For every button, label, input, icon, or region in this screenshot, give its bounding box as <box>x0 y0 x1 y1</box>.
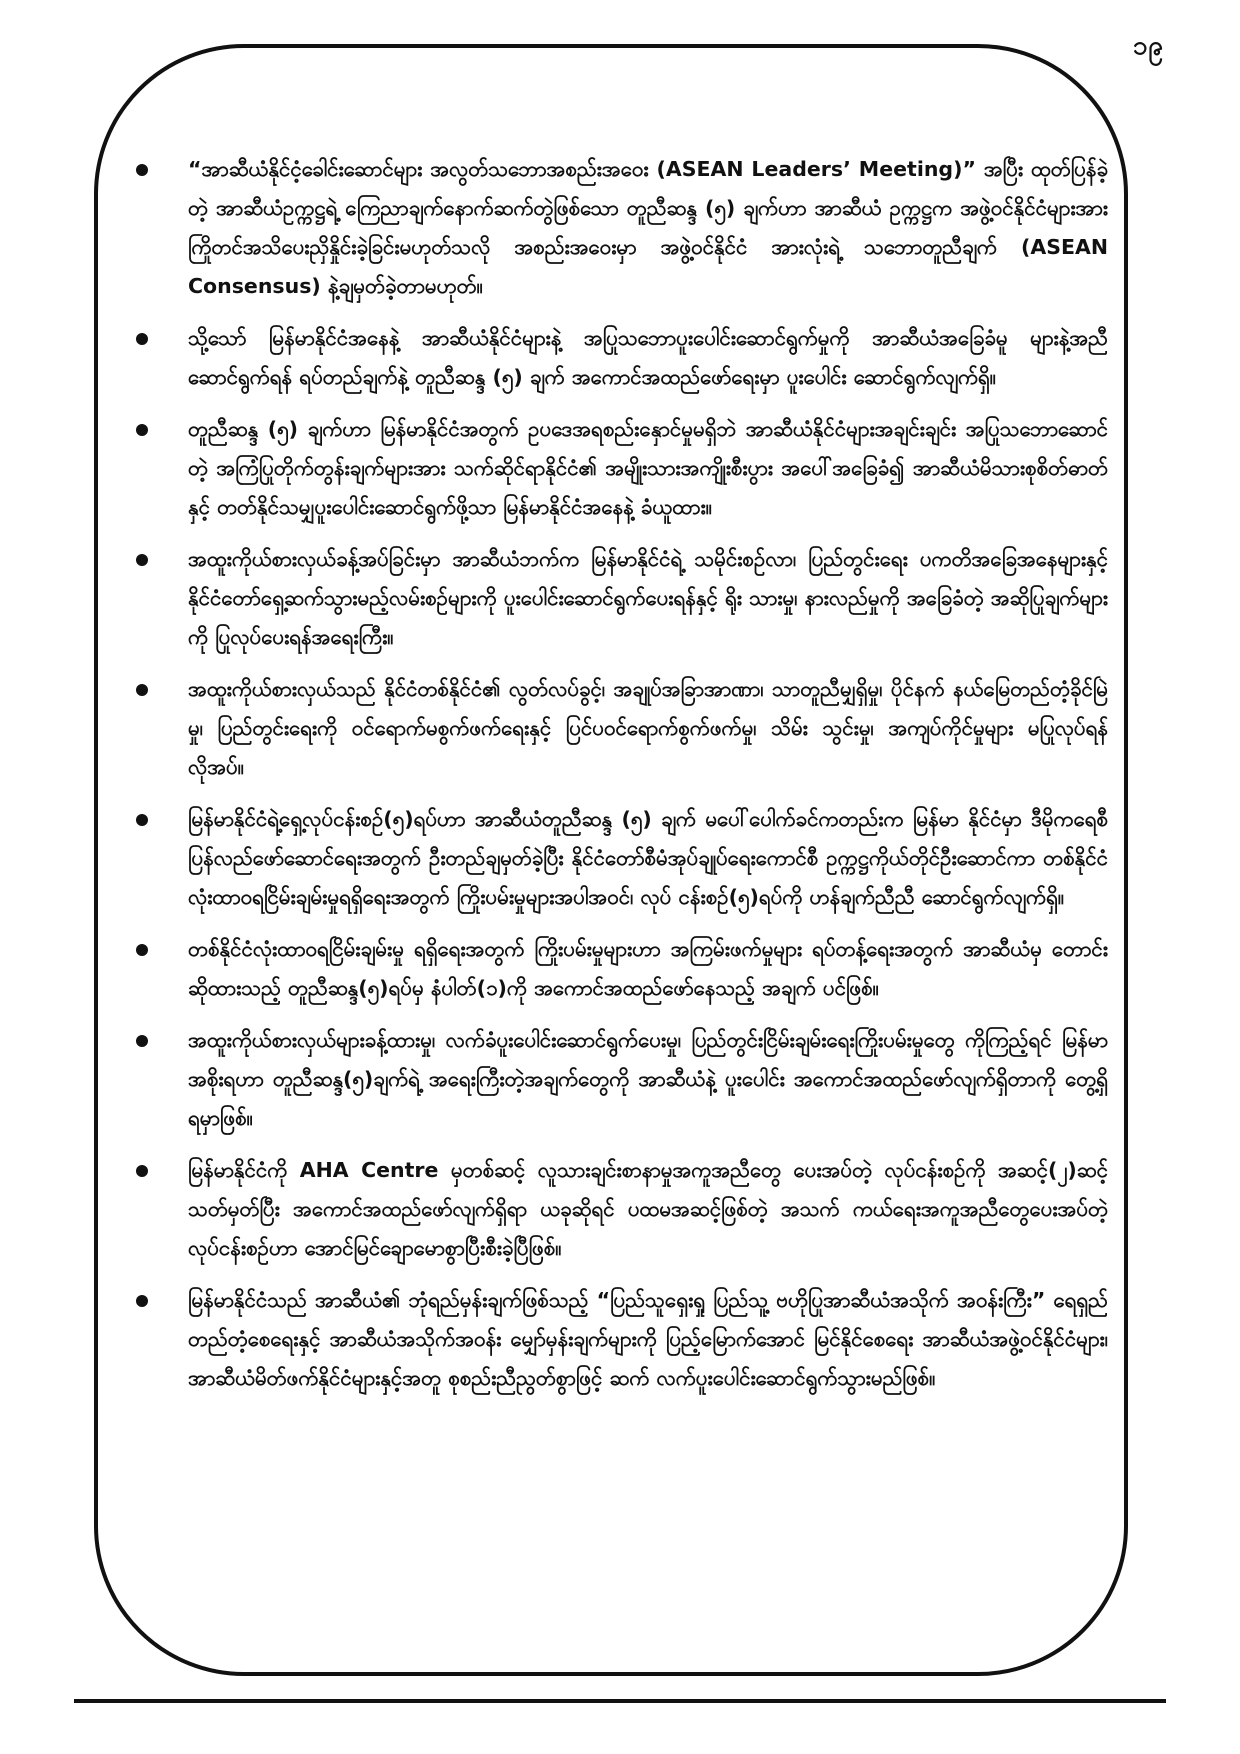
bullet-icon <box>136 684 148 696</box>
bullet-item <box>128 800 1108 917</box>
bullet-text: တစ်နိုင်ငံလုံးထာဝရငြိမ်းချမ်းမှု ရရှိရေးအတွက် ကြိုးပမ်းမှုများဟာ အကြမ်းဖက်မှုများ ရပ်တန့်ရေးအတွက် အာဆီယံမှ တောင်းဆိုထားသည့် တူညီဆန္ဒ(၅)ရပ်မှ နံပါတ်(၁)ကို အကောင်အထည်ဖော်နေသည့် အချက် ပင်ဖြစ်။ <box>188 937 1108 1000</box>
bullet-icon <box>136 333 148 345</box>
bullet-text: သို့သော် မြန်မာနိုင်ငံအနေနဲ့ အာဆီယံနိုင်ငံများနဲ့ အပြုသဘောပူးပေါင်းဆောင်ရွက်မှုကို အာဆီယံအခြေခံမူ များနဲ့အညီ ဆောင်ရွက်ရန် ရပ်တည်ချက်နဲ့ တူညီဆန္ဒ (၅) ချက် အကောင်အထည်ဖော်ရေးမှာ ပူးပေါင်း ဆောင်ရွက်လျက်ရှိ။ <box>188 326 1108 389</box>
bullet-item <box>128 670 1108 787</box>
bullet-text: “အာဆီယံနိုင်ငံ့ခေါင်းဆောင်များ အလွတ်သဘောအစည်းအဝေး (ASEAN Leaders’ Meeting)” အပြီး ထုတ်ပြန်ခဲ့တဲ့ အာဆီယံဥက္ကဋ္ဌရဲ့ ကြေညာချက်နောက်ဆက်တွဲဖြစ်သော တူညီဆန္ဒ (၅) ချက်ဟာ အာဆီယံ ဥက္ကဋ္ဌက အဖွဲ့ဝင်နိုင်ငံများအား ကြိုတင်အသိပေးညှိနှိုင်းခဲ့ခြင်းမဟုတ်သလို အစည်းအဝေးမှာ အဖွဲ့ဝင်နိုင်ငံ အားလုံးရဲ့ သဘောတူညီချက် (ASEAN Consensus) နဲ့ချမှတ်ခဲ့တာမဟုတ်။ <box>188 157 1108 298</box>
bullet-text: တူညီဆန္ဒ (၅) ချက်ဟာ မြန်မာနိုင်ငံအတွက် ဥပဒေအရစည်းနှောင်မှုမရှိဘဲ အာဆီယံနိုင်ငံများအချင်းချင်း အပြုသဘောဆောင်တဲ့ အကြံပြုတိုက်တွန်းချက်များအား သက်ဆိုင်ရာနိုင်ငံ၏ အမျိုးသားအကျိုးစီးပွား အပေါ်အခြေခံ၍ အာဆီယံမိသားစုစိတ်ဓာတ်နှင့် တတ်နိုင်သမျှပူးပေါင်းဆောင်ရွက်ဖို့သာ မြန်မာနိုင်ငံအနေနဲ့ ခံယူထား။ <box>188 417 1108 519</box>
bullet-icon <box>136 944 148 956</box>
bullet-item <box>128 319 1108 397</box>
bullet-text: အထူးကိုယ်စားလှယ်ခန့်အပ်ခြင်းမှာ အာဆီယံဘက်က မြန်မာနိုင်ငံရဲ့ သမိုင်းစဉ်လာ၊ ပြည်တွင်းရေး ပကတိအခြေအနေများနှင့် နိုင်ငံတော်ရှေ့ဆက်သွားမည့်လမ်းစဉ်များကို ပူးပေါင်းဆောင်ရွက်ပေးရန်နှင့် ရိုး သားမှု၊ နားလည်မှုကို အခြေခံတဲ့ အဆိုပြုချက်များကို ပြုလုပ်ပေးရန်အရေးကြီး။ <box>188 547 1108 649</box>
bullet-item <box>128 1281 1108 1398</box>
bullet-icon <box>136 1165 148 1177</box>
bullet-item <box>128 930 1108 1008</box>
bullet-icon <box>136 554 148 566</box>
bullet-item <box>128 410 1108 527</box>
bullet-icon <box>136 164 148 176</box>
bullet-text: မြန်မာနိုင်ငံကို AHA Centre မှတစ်ဆင့် လူသားချင်းစာနာမှုအကူအညီတွေ ပေးအပ်တဲ့ လုပ်ငန်းစဉ်ကို အဆင့်(၂)ဆင့်သတ်မှတ်ပြီး အကောင်အထည်ဖော်လျက်ရှိရာ ယခုဆိုရင် ပထမအဆင့်ဖြစ်တဲ့ အသက် ကယ်ရေးအကူအညီတွေပေးအပ်တဲ့ လုပ်ငန်းစဉ်ဟာ အောင်မြင်ချောမောစွာပြီးစီးခဲ့ပြီဖြစ်။ <box>188 1158 1108 1260</box>
bullet-item <box>128 540 1108 657</box>
bullet-text: မြန်မာနိုင်ငံရဲ့ရှေ့လုပ်ငန်းစဉ်(၅)ရပ်ဟာ အာဆီယံတူညီဆန္ဒ (၅) ချက် မပေါ်ပေါက်ခင်ကတည်းက မြန်မာ နိုင်ငံမှာ ဒီမိုကရေစီပြန်လည်ဖော်ဆောင်ရေးအတွက် ဦးတည်ချမှတ်ခဲ့ပြီး နိုင်ငံတော်စီမံအုပ်ချုပ်ရေးကောင်စီ ဥက္ကဋ္ဌကိုယ်တိုင်ဦးဆောင်ကာ တစ်နိုင်ငံလုံးထာဝရငြိမ်းချမ်းမှုရရှိရေးအတွက် ကြိုးပမ်းမှုများအပါအဝင်၊ လုပ် ငန်းစဉ်(၅)ရပ်ကို ဟန်ချက်ညီညီ ဆောင်ရွက်လျက်ရှိ။ <box>188 807 1108 909</box>
bullet-icon <box>136 814 148 826</box>
bullet-text: အထူးကိုယ်စားလှယ်သည် နိုင်ငံတစ်နိုင်ငံ၏ လွတ်လပ်ခွင့်၊ အချုပ်အခြာအာဏာ၊ သာတူညီမျှရှိမှု၊ ပိုင်နက် နယ်မြေတည်တံ့ခိုင်မြဲမှု၊ ပြည်တွင်းရေးကို ဝင်ရောက်မစွက်ဖက်ရေးနှင့် ပြင်ပဝင်ရောက်စွက်ဖက်မှု၊ သိမ်း သွင်းမှု၊ အကျပ်ကိုင်မှုများ မပြုလုပ်ရန် လိုအပ်။ <box>188 677 1108 779</box>
page-number: ၁၉ <box>1132 31 1164 61</box>
footer-divider <box>74 1699 1166 1703</box>
bullet-item <box>128 1021 1108 1138</box>
bullet-icon <box>136 1295 148 1307</box>
bullet-list <box>128 150 1108 1411</box>
bullet-icon <box>136 1035 148 1047</box>
bullet-item <box>128 150 1108 306</box>
bullet-icon <box>136 424 148 436</box>
bullet-item <box>128 1151 1108 1268</box>
bullet-text: မြန်မာနိုင်ငံသည် အာဆီယံ၏ ဘုံရည်မှန်းချက်ဖြစ်သည့် “ပြည်သူရှေးရှု ပြည်သူ့ ဗဟိုပြုအာဆီယံအသိုက် အဝန်းကြီး” ရေရှည်တည်တံ့စေရေးနှင့် အာဆီယံအသိုက်အဝန်း မျှော်မှန်းချက်များကို ပြည့်မြောက်အောင် မြင်နိုင်စေရေး အာဆီယံအဖွဲ့ဝင်နိုင်ငံများ၊ အာဆီယံမိတ်ဖက်နိုင်ငံများနှင့်အတူ စုစည်းညီညွတ်စွာဖြင့် ဆက် လက်ပူးပေါင်းဆောင်ရွက်သွားမည်ဖြစ်။ <box>188 1288 1108 1390</box>
bullet-text: အထူးကိုယ်စားလှယ်များခန့်ထားမှု၊ လက်ခံပူးပေါင်းဆောင်ရွက်ပေးမှု၊ ပြည်တွင်းငြိမ်းချမ်းရေးကြိုးပမ်းမှုတွေ ကိုကြည့်ရင် မြန်မာအစိုးရဟာ တူညီဆန္ဒ(၅)ချက်ရဲ့ အရေးကြီးတဲ့အချက်တွေကို အာဆီယံနဲ့ ပူးပေါင်း အကောင်အထည်ဖော်လျက်ရှိတာကို တွေ့ရှိရမှာဖြစ်။ <box>188 1028 1108 1130</box>
